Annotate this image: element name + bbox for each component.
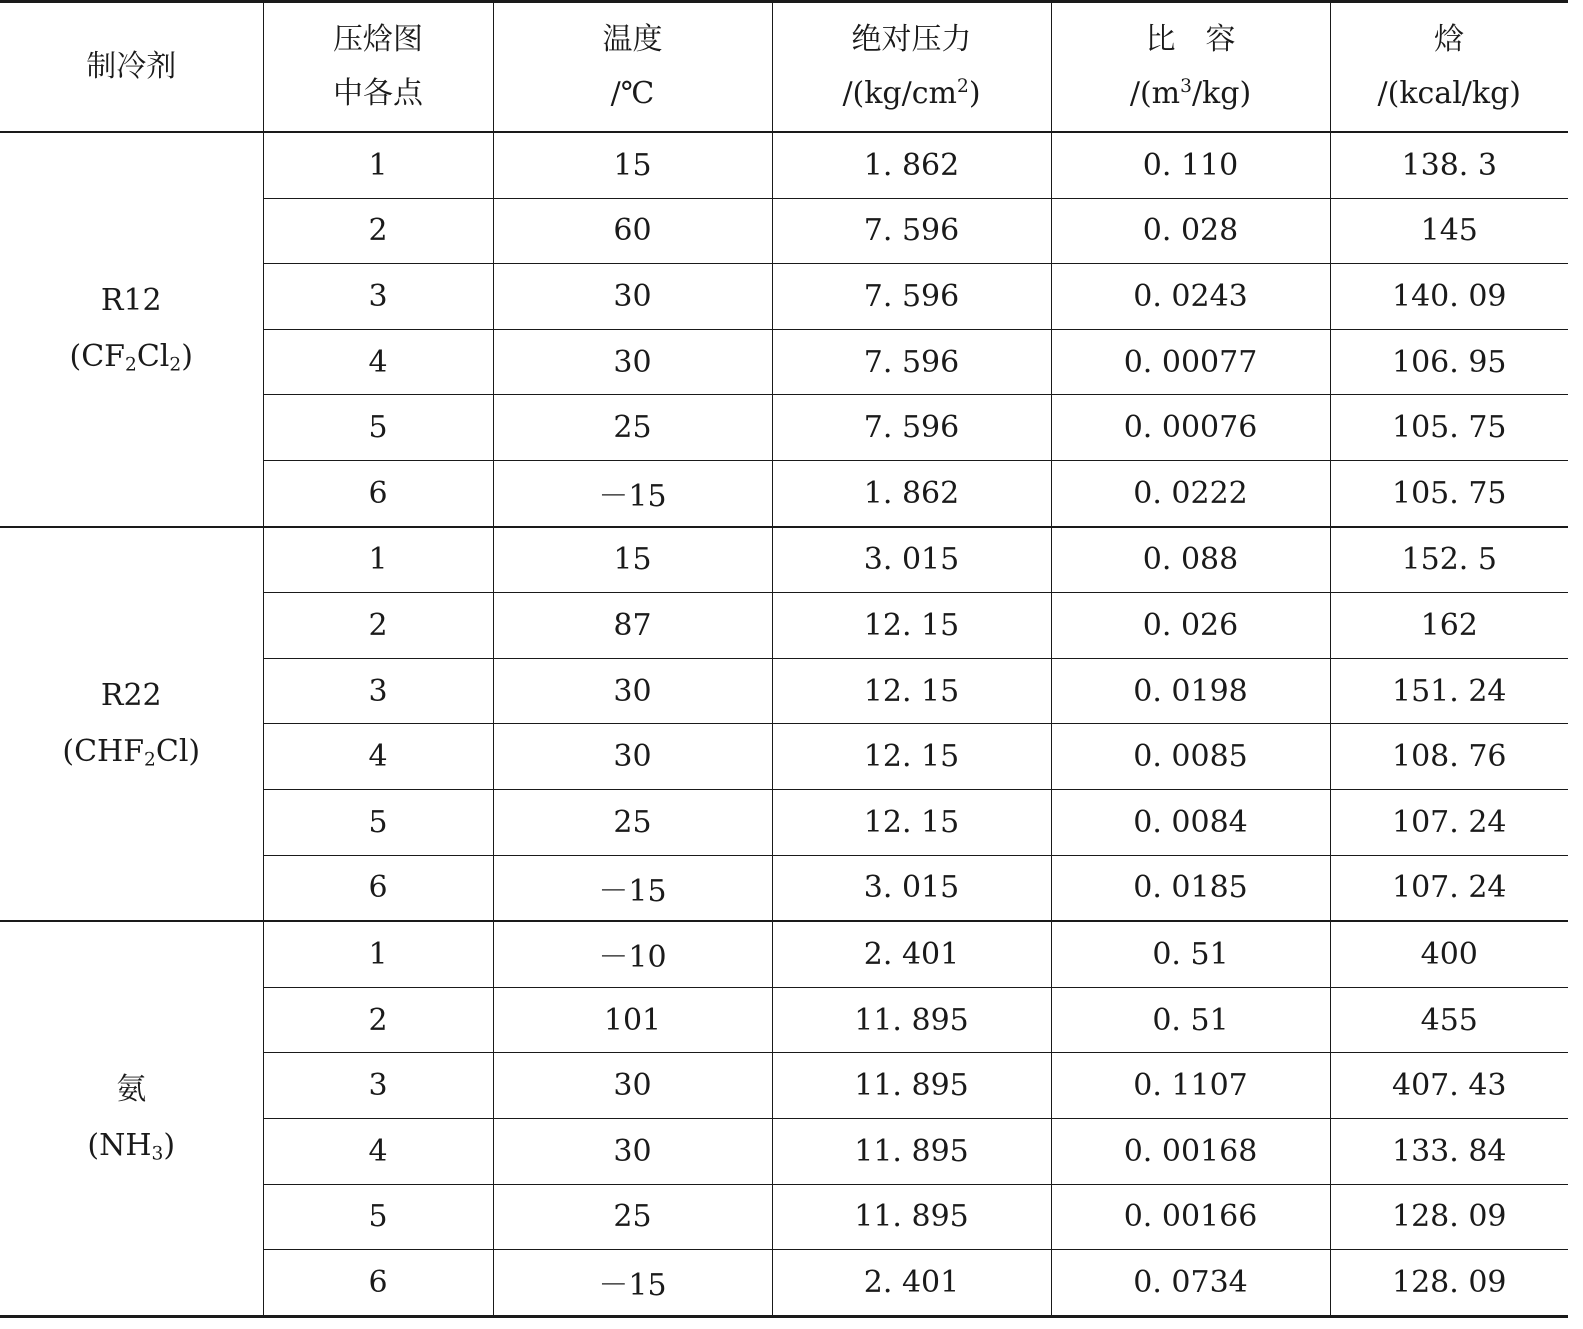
header-temperature xyxy=(493,2,772,133)
cell-point: 5 xyxy=(263,395,493,461)
cell-temp: 30 xyxy=(493,264,772,330)
refrigerant-formula: $(CHF_2Cl)$ xyxy=(62,733,201,771)
refrigerant-cell xyxy=(0,132,263,527)
cell-pressure: 12. 15 xyxy=(772,658,1051,724)
cell-point: 5 xyxy=(263,789,493,855)
cell-enthalpy: 138. 3 xyxy=(1330,132,1568,198)
cell-point: 4 xyxy=(263,724,493,790)
cell-temp: 15 xyxy=(493,132,772,198)
cell-enthalpy: 400 xyxy=(1330,921,1568,987)
cell-point: 6 xyxy=(263,1250,493,1317)
cell-pressure: 12. 15 xyxy=(772,593,1051,659)
cell-point: 4 xyxy=(263,329,493,395)
cell-pressure: 7. 596 xyxy=(772,264,1051,330)
cell-enthalpy: 107. 24 xyxy=(1330,855,1568,921)
cell-pressure: 12. 15 xyxy=(772,724,1051,790)
cell-temp: －15 xyxy=(493,855,772,921)
table-row xyxy=(0,527,1568,593)
header-temperature-unit: /℃ xyxy=(610,76,655,111)
cell-volume: 0. 00166 xyxy=(1051,1184,1330,1250)
cell-volume: 0. 088 xyxy=(1051,527,1330,593)
cell-volume: 0. 0185 xyxy=(1051,855,1330,921)
cell-point: 1 xyxy=(263,132,493,198)
cell-point: 3 xyxy=(263,264,493,330)
header-point xyxy=(263,2,493,133)
cell-pressure: 11. 895 xyxy=(772,987,1051,1053)
table-row xyxy=(0,921,1568,987)
cell-pressure: 11. 895 xyxy=(772,1053,1051,1119)
cell-temp: 15 xyxy=(493,527,772,593)
cell-enthalpy: 151. 24 xyxy=(1330,658,1568,724)
refrigerant-name: 氨 xyxy=(116,1072,147,1108)
cell-volume: 0. 0222 xyxy=(1051,460,1330,526)
header-enthalpy-unit: /(kcal/kg) xyxy=(1377,76,1521,111)
refrigerant-cell xyxy=(0,527,263,922)
cell-point: 1 xyxy=(263,527,493,593)
refrigerant-name: R22 xyxy=(100,677,162,713)
cell-volume: 0. 51 xyxy=(1051,987,1330,1053)
header-point-line1: 压焓图 xyxy=(333,22,423,57)
cell-point: 1 xyxy=(263,921,493,987)
cell-enthalpy: 128. 09 xyxy=(1330,1250,1568,1317)
cell-point: 2 xyxy=(263,593,493,659)
cell-enthalpy: 145 xyxy=(1330,198,1568,264)
cell-pressure: 7. 596 xyxy=(772,198,1051,264)
cell-pressure: 3. 015 xyxy=(772,855,1051,921)
cell-point: 5 xyxy=(263,1184,493,1250)
cell-point: 3 xyxy=(263,1053,493,1119)
cell-point: 2 xyxy=(263,987,493,1053)
cell-temp: 101 xyxy=(493,987,772,1053)
cell-volume: 0. 0243 xyxy=(1051,264,1330,330)
cell-volume: 0. 110 xyxy=(1051,132,1330,198)
cell-temp: 87 xyxy=(493,593,772,659)
cell-enthalpy: 140. 09 xyxy=(1330,264,1568,330)
header-enthalpy xyxy=(1330,2,1568,133)
cell-temp: 60 xyxy=(493,198,772,264)
header-enthalpy-line1: 焓 xyxy=(1434,22,1465,57)
cell-temp: －15 xyxy=(493,1250,772,1317)
cell-point: 3 xyxy=(263,658,493,724)
cell-pressure: 2. 401 xyxy=(772,1250,1051,1317)
cell-pressure: 2. 401 xyxy=(772,921,1051,987)
cell-volume: 0. 51 xyxy=(1051,921,1330,987)
cell-temp: 25 xyxy=(493,395,772,461)
header-row xyxy=(0,2,1568,133)
cell-point: 2 xyxy=(263,198,493,264)
cell-enthalpy: 455 xyxy=(1330,987,1568,1053)
cell-volume: 0. 00077 xyxy=(1051,329,1330,395)
cell-volume: 0. 0198 xyxy=(1051,658,1330,724)
cell-temp: 30 xyxy=(493,1118,772,1184)
cell-point: 6 xyxy=(263,460,493,526)
cell-volume: 0. 0084 xyxy=(1051,789,1330,855)
header-specific-volume xyxy=(1051,2,1330,133)
cell-enthalpy: 407. 43 xyxy=(1330,1053,1568,1119)
cell-volume: 0. 00168 xyxy=(1051,1118,1330,1184)
header-volume-line1: 比 容 xyxy=(1145,22,1236,57)
cell-temp: 30 xyxy=(493,724,772,790)
cell-temp: 25 xyxy=(493,789,772,855)
cell-point: 4 xyxy=(263,1118,493,1184)
header-pressure-line1: 绝对压力 xyxy=(851,22,972,57)
refrigerant-formula: $(NH_3)$ xyxy=(87,1128,176,1166)
cell-volume: 0. 0734 xyxy=(1051,1250,1330,1317)
cell-volume: 0. 1107 xyxy=(1051,1053,1330,1119)
cell-volume: 0. 00076 xyxy=(1051,395,1330,461)
cell-temp: 30 xyxy=(493,329,772,395)
refrigerant-cell xyxy=(0,921,263,1316)
cell-point: 6 xyxy=(263,855,493,921)
cell-temp: 30 xyxy=(493,658,772,724)
cell-enthalpy: 128. 09 xyxy=(1330,1184,1568,1250)
cell-temp: －10 xyxy=(493,921,772,987)
cell-volume: 0. 028 xyxy=(1051,198,1330,264)
cell-pressure: 1. 862 xyxy=(772,132,1051,198)
cell-pressure: 11. 895 xyxy=(772,1118,1051,1184)
cell-enthalpy: 152. 5 xyxy=(1330,527,1568,593)
refrigerant-formula: $(CF_2Cl_2)$ xyxy=(69,339,193,376)
cell-temp: －15 xyxy=(493,460,772,526)
cell-volume: 0. 026 xyxy=(1051,593,1330,659)
cell-pressure: 7. 596 xyxy=(772,329,1051,395)
table-header xyxy=(0,2,1568,133)
cell-pressure: 7. 596 xyxy=(772,395,1051,461)
cell-pressure: 3. 015 xyxy=(772,527,1051,593)
table-row xyxy=(0,132,1568,198)
cell-enthalpy: 133. 84 xyxy=(1330,1118,1568,1184)
cell-enthalpy: 162 xyxy=(1330,593,1568,659)
table-body xyxy=(0,132,1568,1316)
cell-pressure: 1. 862 xyxy=(772,460,1051,526)
header-point-line2: 中各点 xyxy=(333,76,423,111)
cell-temp: 30 xyxy=(493,1053,772,1119)
header-volume-unit: $/(m^3/kg)$ xyxy=(1129,75,1252,111)
header-temperature-line1: 温度 xyxy=(602,22,663,57)
refrigerant-name: R12 xyxy=(100,283,162,319)
cell-enthalpy: 105. 75 xyxy=(1330,460,1568,526)
cell-pressure: 11. 895 xyxy=(772,1184,1051,1250)
cell-volume: 0. 0085 xyxy=(1051,724,1330,790)
header-pressure xyxy=(772,2,1051,133)
header-refrigerant: 制冷剂 xyxy=(0,2,263,133)
cell-pressure: 12. 15 xyxy=(772,789,1051,855)
cell-enthalpy: 107. 24 xyxy=(1330,789,1568,855)
cell-enthalpy: 105. 75 xyxy=(1330,395,1568,461)
cell-enthalpy: 108. 76 xyxy=(1330,724,1568,790)
header-pressure-unit: $/(kg/cm^2)$ xyxy=(842,75,981,111)
cell-enthalpy: 106. 95 xyxy=(1330,329,1568,395)
cell-temp: 25 xyxy=(493,1184,772,1250)
